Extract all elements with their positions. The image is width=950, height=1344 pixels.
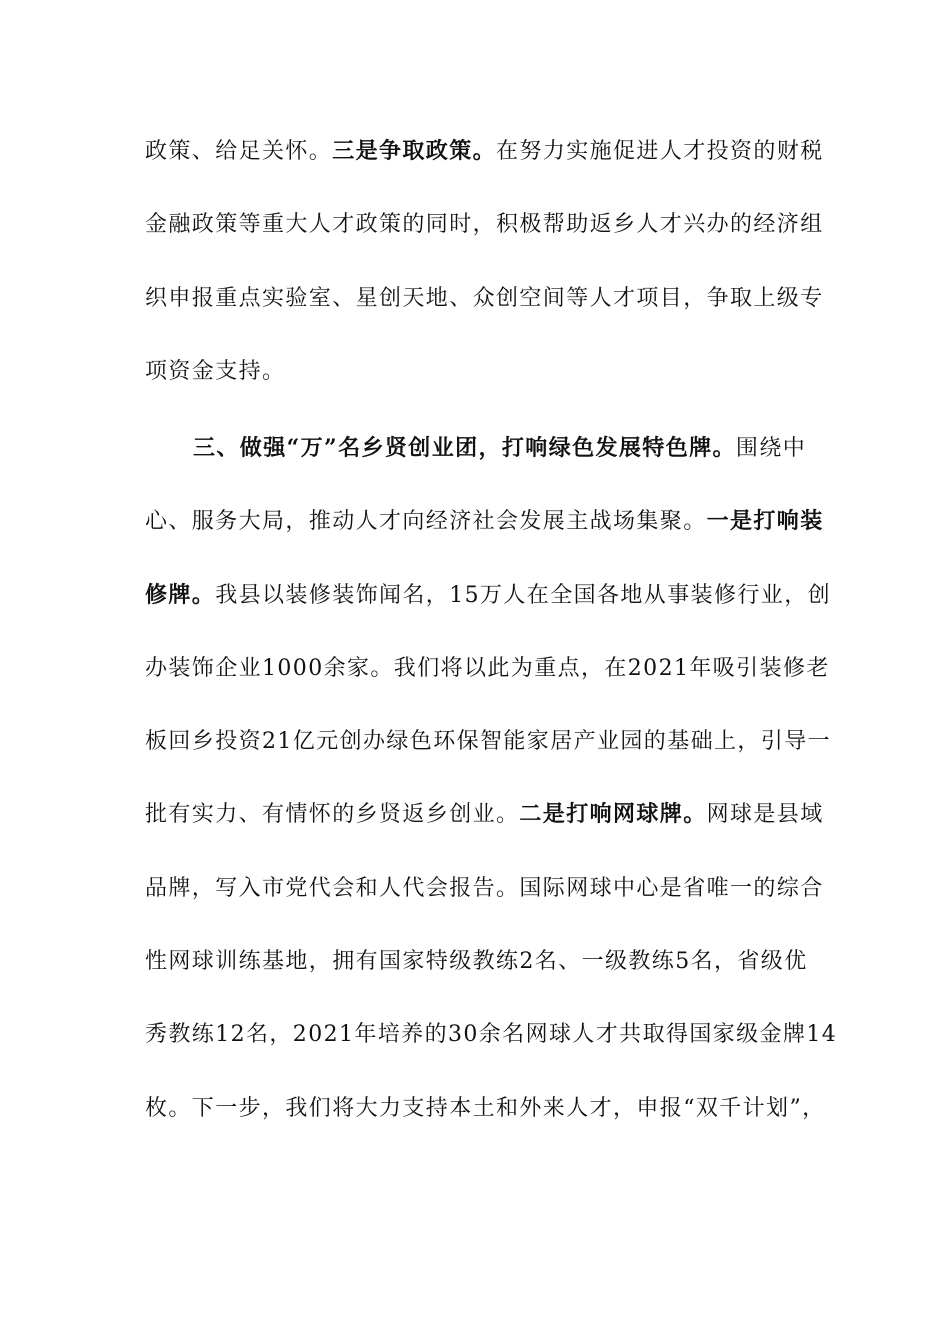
body-text: 性网球训练基地，拥有国家特级教练2名、一级教练5名，省级优 bbox=[145, 949, 808, 975]
body-text: 板回乡投资21亿元创办绿色环保智能家居产业园的基础上，引导一 bbox=[145, 729, 831, 755]
text-line bbox=[145, 778, 824, 851]
body-text: 金融政策等重大人才政策的同时，积极帮助返乡人才兴办的经济组 bbox=[145, 212, 824, 238]
text-line bbox=[145, 335, 805, 408]
bold-heading-text: 三是争取政策。 bbox=[332, 138, 497, 164]
body-text: 秀教练12名，2021年培养的30余名网球人才共取得国家级金牌14 bbox=[145, 1022, 838, 1048]
body-text: 政策、给足关怀。 bbox=[145, 139, 333, 164]
text-line bbox=[145, 115, 824, 188]
bold-heading-text: 三、做强“万”名乡贤创业团，打响绿色发展特色牌。 bbox=[193, 435, 736, 461]
text-line bbox=[145, 925, 808, 998]
body-text: 网球是县域 bbox=[706, 802, 824, 828]
paragraph-entrepreneur-group bbox=[145, 412, 838, 1145]
body-text: 围绕中 bbox=[735, 436, 807, 461]
body-text: 织申报重点实验室、星创天地、众创空间等人才项目，争取上级专 bbox=[145, 285, 824, 311]
body-text: 项资金支持。 bbox=[145, 358, 286, 384]
body-text: 批有实力、有情怀的乡贤返乡创业。 bbox=[145, 802, 520, 828]
text-line bbox=[145, 559, 831, 632]
text-line bbox=[145, 1072, 826, 1145]
bold-heading-text: 二是打响网球牌。 bbox=[519, 801, 707, 828]
text-line bbox=[145, 998, 838, 1071]
body-text: 我县以装修装饰闻名，15万人在全国各地从事装修行业，创 bbox=[215, 582, 831, 608]
bold-heading-text: 一是打响装 bbox=[706, 508, 824, 535]
text-line bbox=[145, 412, 805, 485]
text-line bbox=[145, 262, 824, 335]
text-line bbox=[145, 705, 831, 778]
body-text: 心、服务大局，推动人才向经济社会发展主战场集聚。 bbox=[145, 509, 707, 535]
body-text: 品牌，写入市党代会和人代会报告。国际网球中心是省唯一的综合 bbox=[145, 875, 824, 901]
text-line bbox=[145, 188, 824, 261]
paragraph-talent-policy bbox=[145, 115, 824, 408]
text-line bbox=[145, 632, 830, 705]
body-text: 在努力实施促进人才投资的财税 bbox=[496, 139, 824, 164]
body-text: 枚。下一步，我们将大力支持本土和外来人才，申报“双千计划”， bbox=[145, 1095, 826, 1121]
text-line bbox=[145, 852, 824, 925]
bold-heading-text: 修牌。 bbox=[145, 581, 216, 608]
body-text: 办装饰企业1000余家。我们将以此为重点，在2021年吸引装修老 bbox=[145, 655, 830, 681]
text-line bbox=[145, 485, 824, 558]
